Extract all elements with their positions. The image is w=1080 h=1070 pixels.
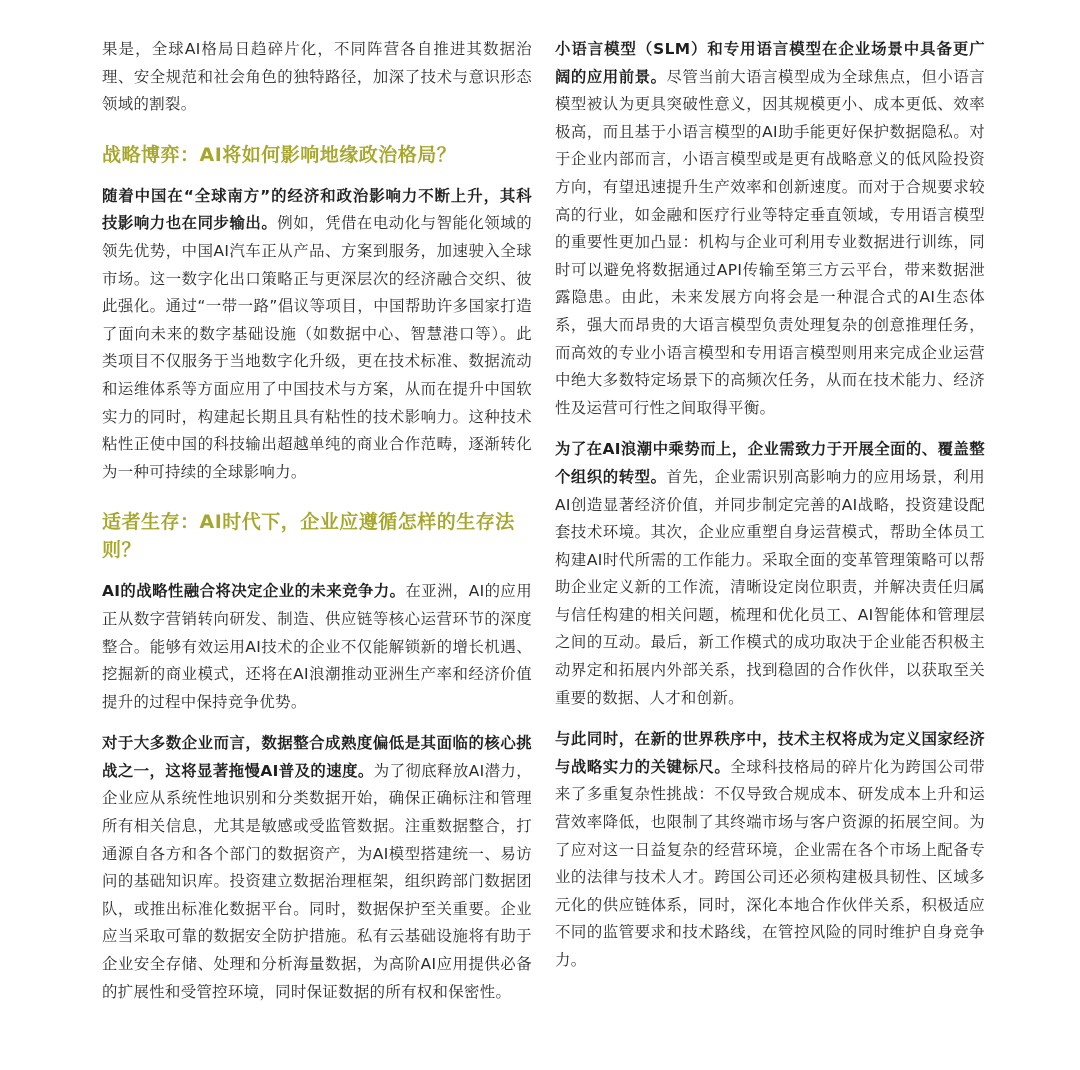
section-heading-geopolitics: 战略博弈：AI将如何影响地缘政治格局？: [102, 143, 457, 166]
paragraph-china-influence: [102, 183, 532, 487]
paragraph-lead: AI的战略性融合将决定企业的未来竞争力。: [102, 582, 406, 601]
section-heading-survival: 适者生存：AI时代下，企业应遵循怎样的生存法则？: [102, 511, 515, 562]
paragraph-lead: 为了在AI浪潮中乘势而上，企业需致力于开展全面的、覆盖整个组织的转型。: [555, 440, 985, 486]
paragraph-text: 全球科技格局的碎片化为跨国公司带来了多重复杂性挑战：不仅导致合规成本、研发成本上升和运营效率降低，也限制了其终端市场与客户资源的拓展空间。为了应对这一日益复杂的经营环境，企业需在各个市场上配备专业的法律与技术人才。跨国公司还必须构建极具韧性、区域多元化的供应链体系，同时，深化本地合作伙伴关系，积极适应不同的监管要求和技术路线，在管控风险的同时维护自身竞争力。: [555, 757, 985, 969]
paragraph-lead: 与此同时，在新的世界秩序中，技术主权将成为定义国家经济与战略实力的关键标尺。: [555, 730, 985, 776]
paragraph-text: 首先，企业需识别高影响力的应用场景，利用AI创造显著经济价值，并同步制定完善的AI战略，投资建设配套技术环境。其次，企业应重塑自身运营模式，帮助全体员工构建AI时代所需的工作能力。采取全面的变革管理策略可以帮助企业定义新的工作流，清晰设定岗位职责，并解决责任归属与信任构建的相关问题，梳理和优化员工、AI智能体和管理层之间的互动。最后，新工作模式的成功取决于企业能否积极主动界定和拓展内外部关系，找到稳固的合作伙伴，以获取至关重要的数据、人才和创新。: [555, 467, 985, 707]
paragraph-lead: 随着中国在“全球南方”的经济和政治影响力不断上升，其科技影响力也在同步输出。: [102, 186, 532, 233]
right-column: [555, 36, 985, 989]
paragraph-lead: 对于大多数企业而言，数据整合成熟度偏低是其面临的核心挑战之一，这将显著拖慢AI普及的速度。: [102, 734, 532, 780]
left-column: [102, 36, 532, 1020]
paragraph-transformation: [555, 436, 985, 712]
paragraph-text: 为了彻底释放AI潜力，企业应从系统性地识别和分类数据开始，确保正确标注和管理所有相关信息，尤其是敏感或受监管数据。注重数据整合，打通源自各方和各个部门的数据资产，为AI模型搭建统一、易访问的基础知识库。投资建立数据治理框架，组织跨部门数据团队，或推出标准化数据平台。同时，数据保护至关重要。企业应当采取可靠的数据安全防护措施。私有云基础设施将有助于企业安全存储、处理和分析海量数据，为高阶AI应用提供必备的扩展性和受管控环境，同时保证数据的所有权和保密性。: [102, 761, 532, 1001]
paragraph-ai-integration: [102, 578, 532, 716]
paragraph-text: 例如，凭借在电动化与智能化领域的领先优势，中国AI汽车正从产品、方案到服务，加速驶入全球市场。这一数字化出口策略正与更深层次的经济融合交织、彼此强化。通过“一带一路”倡议等项目，中国帮助许多国家打造了面向未来的数字基础设施（如数据中心、智慧港口等）。此类项目不仅服务于当地数字化升级，更在技术标准、数据流动和运维体系等方面应用了中国技术与方案，从而在提升中国软实力的同时，构建起长期且具有粘性的技术影响力。这种技术粘性正使中国的科技输出超越单纯的商业合作范畴，逐渐转化为一种可持续的全球影响力。: [102, 214, 532, 481]
paragraph-lead: 小语言模型（SLM）和专用语言模型在企业场景中具备更广阔的应用前景。: [555, 40, 985, 86]
paragraph-continuation: [102, 36, 532, 119]
paragraph-slm: [555, 36, 985, 422]
paragraph-data-integration: [102, 730, 532, 1006]
paragraph-tech-sovereignty: [555, 726, 985, 974]
paragraph-text: 在亚洲，AI的应用正从数字营销转向研发、制造、供应链等核心运营环节的深度整合。能够有效运用AI技术的企业不仅能解锁新的增长机遇、挖掘新的商业模式，还将在AI浪潮推动亚洲生产率和经济价值提升的过程中保持竞争优势。: [102, 582, 532, 711]
paragraph-text: 尽管当前大语言模型成为全球焦点，但小语言模型被认为更具突破性意义，因其规模更小、成本更低、效率极高，而且基于小语言模型的AI助手能更好保护数据隐私。对于企业内部而言，小语言模型或是更有战略意义的低风险投资方向，有望迅速提升生产效率和创新速度。而对于合规要求较高的行业，如金融和医疗行业等特定垂直领域，专用语言模型的重要性更加凸显：机构与企业可利用专业数据进行训练，同时可以避免将数据通过API传输至第三方云平台，带来数据泄露隐患。由此，未来发展方向将会是一种混合式的AI生态体系，强大而昂贵的大语言模型负责处理复杂的创意推理任务，而高效的专业小语言模型和专用语言模型则用来完成企业运营中绝大多数特定场景下的高频次任务，从而在技术能力、经济性及运营可行性之间取得平衡。: [555, 67, 985, 417]
paragraph-text: 果是，全球AI格局日趋碎片化，不同阵营各自推进其数据治理、安全规范和社会角色的独特路径，加深了技术与意识形态领域的割裂。: [102, 40, 532, 114]
